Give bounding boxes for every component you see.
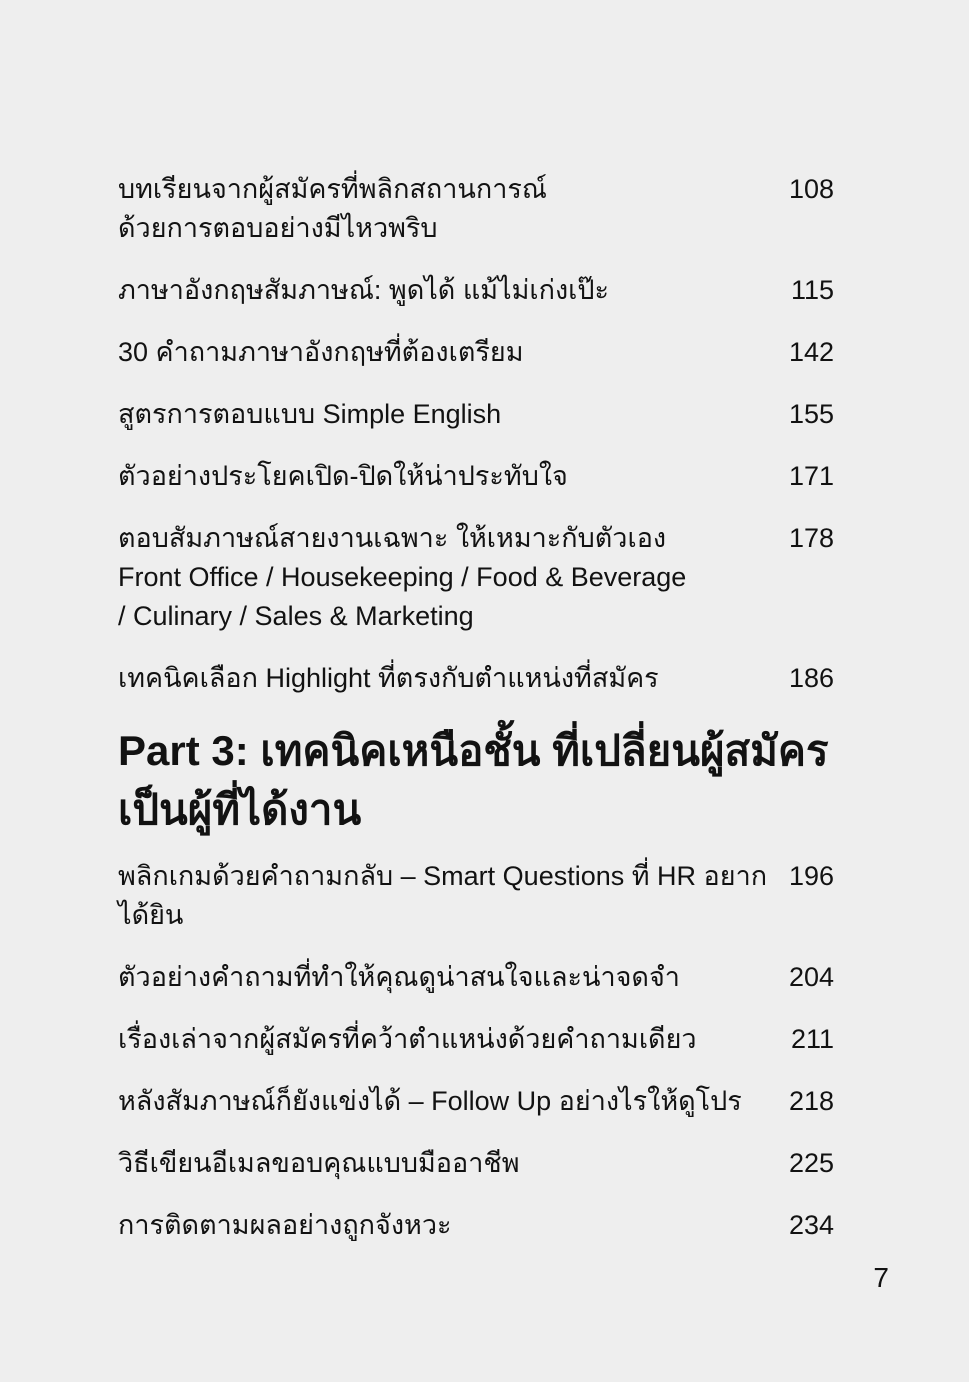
toc-entry-line: หลังสัมภาษณ์ก็ยังแข่งได้ – Follow Up อย่างไรให้ดูโปร bbox=[118, 1086, 742, 1116]
toc-entry-title bbox=[118, 659, 775, 698]
toc-entry-title bbox=[118, 333, 775, 372]
toc-entry bbox=[118, 1144, 834, 1183]
toc-entry-page: 178 bbox=[788, 523, 834, 553]
part-heading-line: Part 3: เทคนิคเหนือชั้น ที่เปลี่ยนผู้สมัคร bbox=[118, 727, 829, 774]
toc-entry-line: ภาษาอังกฤษสัมภาษณ์: พูดได้ แม้ไม่เก่งเป๊ะ bbox=[118, 275, 610, 305]
toc-entry-title bbox=[118, 457, 775, 496]
toc-entry-line: สูตรการตอบแบบ Simple English bbox=[118, 399, 502, 429]
toc-entry-line: / Culinary / Sales & Marketing bbox=[118, 601, 474, 631]
toc-entry-title bbox=[118, 395, 775, 434]
toc-entry bbox=[118, 395, 834, 434]
toc-entry-page: 234 bbox=[788, 1210, 834, 1240]
toc-entry-title bbox=[118, 271, 777, 310]
toc-entry bbox=[118, 1082, 834, 1121]
toc-entry bbox=[118, 958, 834, 997]
toc-entry bbox=[118, 1020, 834, 1059]
toc-entry-page: 115 bbox=[790, 275, 834, 305]
toc-entry-page: 225 bbox=[788, 1148, 834, 1178]
toc-entry-line: 30 คำถามภาษาอังกฤษที่ต้องเตรียม bbox=[118, 337, 524, 367]
part-heading bbox=[118, 721, 834, 839]
toc-entry-line: การติดตามผลอย่างถูกจังหวะ bbox=[118, 1210, 452, 1240]
toc-entry bbox=[118, 659, 834, 698]
toc-entry-page: 211 bbox=[790, 1024, 834, 1054]
toc-entry-page: 155 bbox=[788, 399, 834, 429]
toc-entry-title bbox=[118, 1082, 775, 1121]
toc-entry-line: ตอบสัมภาษณ์สายงานเฉพาะ ให้เหมาะกับตัวเอง bbox=[118, 523, 667, 553]
toc-entry bbox=[118, 170, 834, 248]
toc-entry-line: Front Office / Housekeeping / Food & Beverage bbox=[118, 562, 687, 592]
toc-entry-line: เทคนิคเลือก Highlight ที่ตรงกับตำแหน่งที่สมัคร bbox=[118, 663, 659, 693]
toc-entry-title bbox=[118, 170, 775, 248]
toc-entry-page: 196 bbox=[788, 861, 834, 891]
toc-entry bbox=[118, 1206, 834, 1245]
toc-entry-title bbox=[118, 1020, 777, 1059]
toc-entry-line: วิธีเขียนอีเมลขอบคุณแบบมืออาชีพ bbox=[118, 1148, 520, 1178]
toc-entry-page: 204 bbox=[788, 962, 834, 992]
toc-entry-page: 186 bbox=[788, 663, 834, 693]
toc-entry-line: ตัวอย่างคำถามที่ทำให้คุณดูน่าสนใจและน่าจดจำ bbox=[118, 962, 680, 992]
part-heading-line: เป็นผู้ที่ได้งาน bbox=[118, 786, 362, 833]
toc-entry-line: บทเรียนจากผู้สมัครที่พลิกสถานการณ์ bbox=[118, 174, 547, 204]
toc-entry-page: 218 bbox=[788, 1086, 834, 1116]
toc-entry-page: 142 bbox=[788, 337, 834, 367]
toc-entry-title bbox=[118, 958, 775, 997]
toc-entry bbox=[118, 271, 834, 310]
toc-entry bbox=[118, 519, 834, 636]
toc-entry-title bbox=[118, 1206, 775, 1245]
page-number: 7 bbox=[873, 1262, 889, 1293]
toc-entry-title bbox=[118, 857, 775, 935]
toc-entry-title bbox=[118, 1144, 775, 1183]
toc-entry-line: เรื่องเล่าจากผู้สมัครที่คว้าตำแหน่งด้วยคำถามเดียว bbox=[118, 1024, 697, 1054]
toc-entry bbox=[118, 457, 834, 496]
toc-entry-page: 171 bbox=[788, 461, 834, 491]
toc-entry-page: 108 bbox=[788, 174, 834, 204]
toc-entry bbox=[118, 857, 834, 935]
toc-entry bbox=[118, 333, 834, 372]
toc-entry-line: พลิกเกมด้วยคำถามกลับ – Smart Questions ที่ HR อยากได้ยิน bbox=[118, 861, 768, 930]
toc-entry-line: ด้วยการตอบอย่างมีไหวพริบ bbox=[118, 213, 438, 243]
toc-entry-line: ตัวอย่างประโยคเปิด-ปิดให้น่าประทับใจ bbox=[118, 461, 568, 491]
toc-entry-title bbox=[118, 519, 775, 636]
table-of-contents bbox=[118, 170, 834, 1268]
